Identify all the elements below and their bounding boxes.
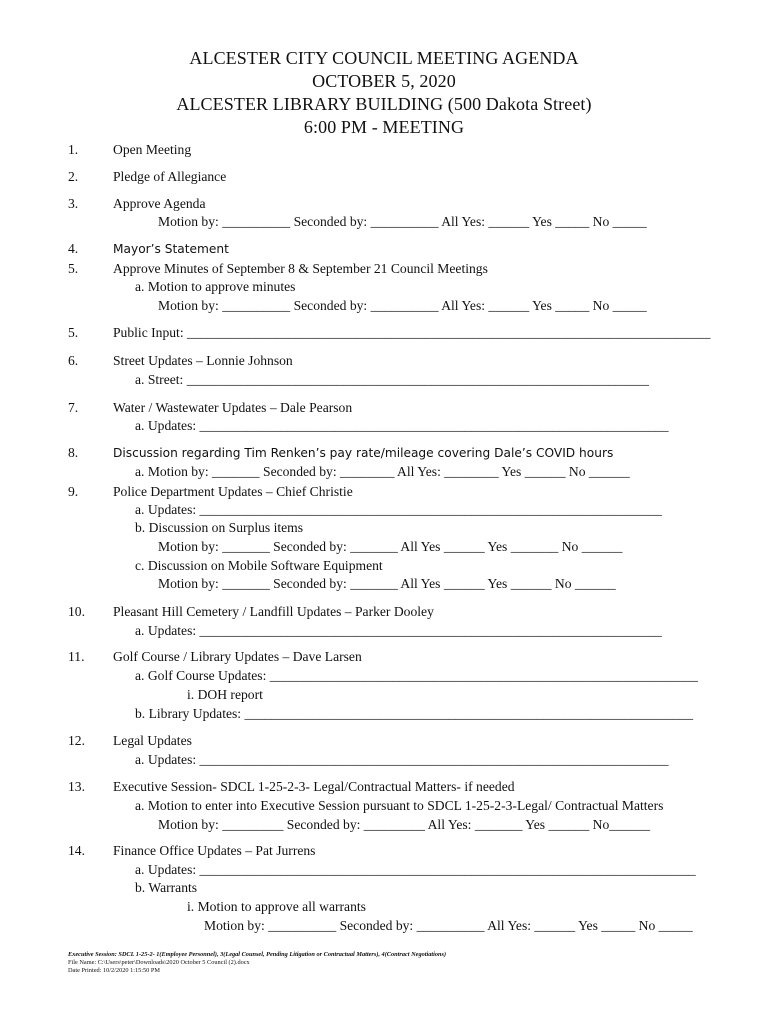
sub-item: a. Golf Course Updates: _______________________________________________________________ [135,668,698,683]
sub-item: b. Discussion on Surplus items [135,520,304,535]
item-number: 3. [68,196,79,211]
item-number: 1. [68,142,79,157]
item-number: 4. [68,241,79,256]
item-golf-library-updates: Golf Course / Library Updates – Dave Larsen [113,649,362,664]
sub-item: c. Discussion on Mobile Software Equipment [135,558,383,573]
motion-line: Motion by: _______ Seconded by: _______ All Yes ______ Yes _______ No ______ [158,539,623,554]
meeting-location: ALCESTER LIBRARY BUILDING (500 Dakota Street) [176,94,592,114]
item-number: 2. [68,169,79,184]
sub-item: a. Street: ____________________________________________________________________ [135,372,649,387]
item-executive-session: Executive Session- SDCL 1-25-2-3- Legal/Contractual Matters- if needed [113,779,515,794]
item-number: 7. [68,400,79,415]
item-number: 5. [68,325,79,340]
sub-item: a. Motion by: _______ Seconded by: ________ All Yes: ________ Yes ______ No ______ [135,464,630,479]
sub-item: a. Updates: _____________________________________________________________________ [135,752,669,767]
sub-sub-item: i. Motion to approve all warrants [187,899,366,914]
item-number: 10. [68,604,85,619]
sub-item: b. Library Updates: __________________________________________________________________ [135,706,694,721]
item-number: 9. [68,484,79,499]
sub-item: a. Updates: ____________________________________________________________________ [135,502,662,517]
sub-item: b. Warrants [135,880,198,895]
meeting-time: 6:00 PM - MEETING [303,117,465,137]
item-number: 8. [68,445,79,460]
item-open-meeting: Open Meeting [113,142,192,157]
meeting-date: OCTOBER 5, 2020 [312,71,456,91]
item-discussion-pay-rate: Discussion regarding Tim Renken’s pay rate/mileage covering Dale’s COVID hours [113,446,614,460]
agenda-title: ALCESTER CITY COUNCIL MEETING AGENDA [189,48,579,68]
item-legal-updates: Legal Updates [113,733,192,748]
motion-line: Motion by: __________ Seconded by: __________ All Yes: ______ Yes _____ No _____ [158,214,647,229]
agenda-header [0,47,768,139]
item-number: 5. [68,261,79,276]
item-water-updates: Water / Wastewater Updates – Dale Pearson [113,400,353,415]
item-finance-updates: Finance Office Updates – Pat Jurrens [113,843,316,858]
motion-line: Motion by: __________ Seconded by: __________ All Yes: ______ Yes _____ No _____ [204,918,693,933]
item-cemetery-updates: Pleasant Hill Cemetery / Landfill Updates – Parker Dooley [113,604,434,619]
footer-file-name: File Name: C:\Users\peter\Downloads\2020 October 5 Council (2).docx [68,959,250,966]
item-public-input: Public Input: _____________________________________________________________________________ [113,325,711,340]
footer-date-printed: Date Printed: 10/2/2020 1:15:50 PM [68,967,161,974]
footer-executive-session-note: Executive Session: SDCL 1-25-2- 1(Employee Personnel), 3(Legal Counsel, Pending Litigation or Contractual Matters), 4(Contract Negotiations) [68,951,447,958]
sub-item: a. Motion to enter into Executive Session pursuant to SDCL 1-25-2-3-Legal/ Contractual Matters [135,798,664,813]
item-pledge: Pledge of Allegiance [113,169,227,184]
motion-line: Motion by: _________ Seconded by: _________ All Yes: _______ Yes ______ No______ [158,817,651,832]
motion-line: Motion by: _______ Seconded by: _______ All Yes ______ Yes ______ No ______ [158,576,616,591]
item-number: 6. [68,353,79,368]
item-number: 11. [68,649,85,664]
item-approve-minutes: Approve Minutes of September 8 & September 21 Council Meetings [113,261,488,276]
item-approve-agenda: Approve Agenda [113,196,206,211]
sub-item: a. Motion to approve minutes [135,279,296,294]
item-number: 14. [68,843,85,858]
item-street-updates: Street Updates – Lonnie Johnson [113,353,293,368]
item-number: 13. [68,779,85,794]
sub-item: a. Updates: ____________________________________________________________________ [135,623,662,638]
item-police-updates: Police Department Updates – Chief Christie [113,484,353,499]
sub-sub-item: i. DOH report [187,687,263,702]
sub-item: a. Updates: _____________________________________________________________________ [135,418,669,433]
item-mayors-statement: Mayor’s Statement [113,242,229,256]
motion-line: Motion by: __________ Seconded by: __________ All Yes: ______ Yes _____ No _____ [158,298,647,313]
sub-item: a. Updates: _________________________________________________________________________ [135,862,696,877]
item-number: 12. [68,733,85,748]
